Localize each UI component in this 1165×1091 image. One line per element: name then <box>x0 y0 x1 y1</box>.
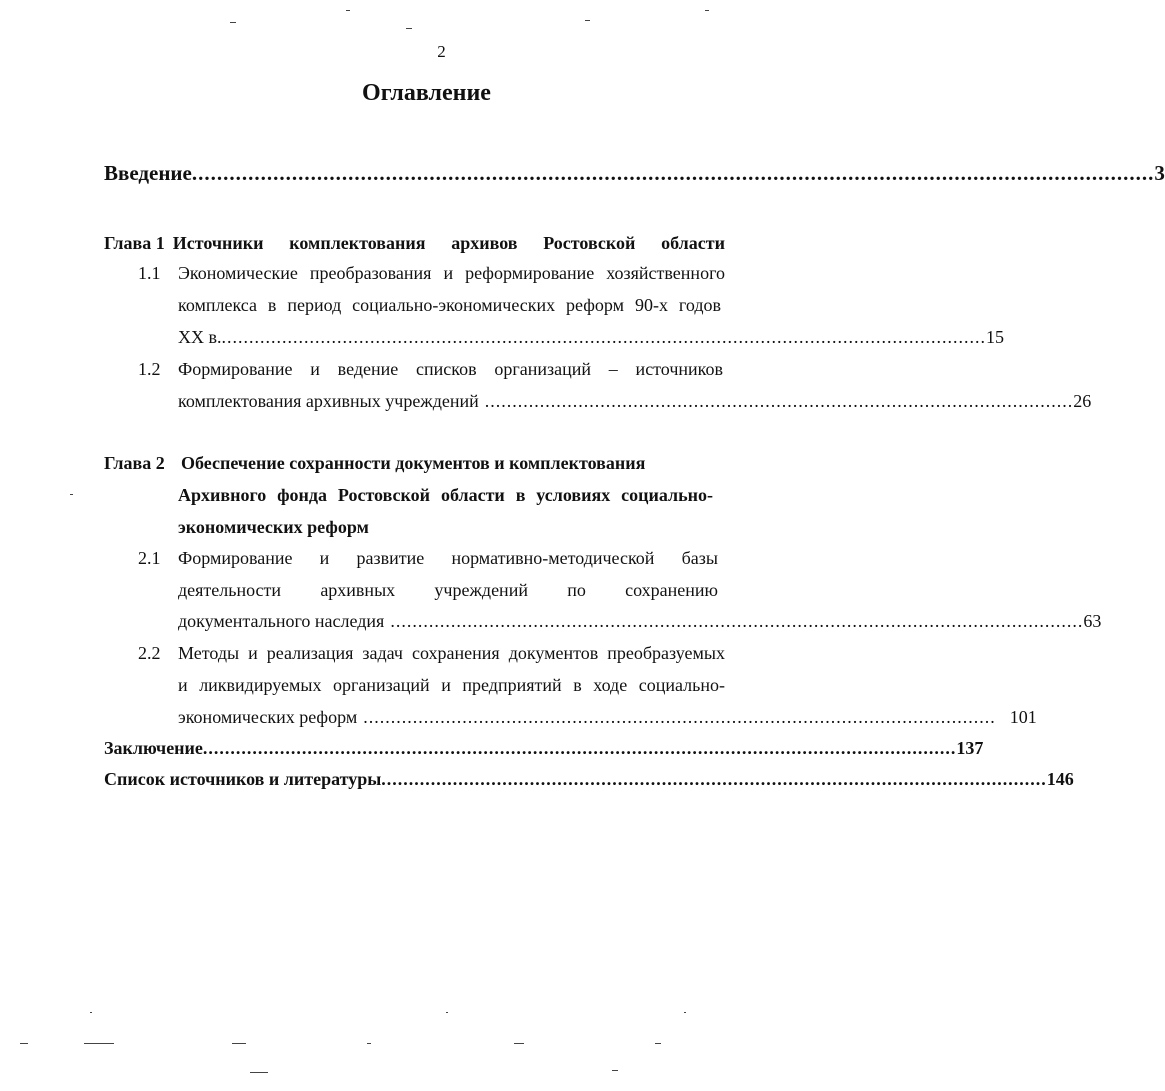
scan-artifact <box>84 1043 114 1044</box>
section-2-1-line2[interactable]: деятельности архивных учреждений по сохранению <box>178 580 718 600</box>
scan-artifact <box>232 1043 246 1044</box>
leader-dots: ......................................................................................................................................... <box>202 738 957 758</box>
intro-title: Введение <box>104 161 192 185</box>
section-1-1-line3-text: XX в. <box>178 327 222 347</box>
section-1-2-line2-text: комплектования архивных учреждений <box>178 391 479 411</box>
leader-dots: .............................................................................................................................. <box>390 611 1084 631</box>
section-1-2-page: 26 <box>1073 391 1092 411</box>
conclusion-title: Заключение <box>104 738 203 758</box>
section-2-1-line3[interactable] <box>178 608 1102 634</box>
section-2-1-line1[interactable]: Формирование и развитие нормативно-методической базы <box>178 548 718 568</box>
section-2-1-page: 63 <box>1083 611 1102 631</box>
scan-artifact <box>406 28 412 29</box>
chapter2-title-line3[interactable]: экономических реформ <box>178 517 369 537</box>
section-2-1-number: 2.1 <box>138 548 161 568</box>
intro-page: 3 <box>1154 161 1165 185</box>
scan-artifact <box>585 20 590 21</box>
section-2-1-line3-text: документального наследия <box>178 611 385 631</box>
conclusion-page: 137 <box>956 738 984 758</box>
section-2-2-line1[interactable]: Методы и реализация задач сохранения документов преобразуемых <box>178 643 725 663</box>
section-1-2-number: 1.2 <box>138 359 161 379</box>
scan-artifact <box>612 1070 618 1071</box>
chapter1-title: Источники комплектования архивов Ростовской области <box>172 233 725 253</box>
toc-entry-intro[interactable] <box>104 158 1165 188</box>
leader-dots: ................................................................................................................... <box>363 707 996 727</box>
section-2-2-line3[interactable] <box>178 704 1037 730</box>
bibliography-title: Список источников и литературы <box>104 769 382 789</box>
section-1-1-line3[interactable] <box>178 324 1004 350</box>
chapter1-label: Глава 1 <box>104 233 165 253</box>
section-1-2-line2[interactable] <box>178 388 1092 414</box>
scan-artifact <box>655 1043 661 1044</box>
scan-artifact <box>70 494 73 495</box>
section-1-2-line1[interactable]: Формирование и ведение списков организаций – источников <box>178 359 723 379</box>
leader-dots: ........................................................................................................... <box>484 391 1074 411</box>
scan-artifact <box>446 1012 448 1013</box>
scan-artifact <box>684 1012 686 1013</box>
section-2-2-page: 101 <box>1009 707 1037 727</box>
scan-artifact <box>346 10 350 11</box>
leader-dots: ........................................................................................................................................... <box>221 327 986 347</box>
leader-dots: ......................................................................................................................... <box>381 769 1047 789</box>
scan-artifact <box>20 1043 28 1044</box>
section-2-2-line3-text: экономических реформ <box>178 707 358 727</box>
scan-artifact <box>230 22 236 23</box>
scan-artifact <box>367 1043 371 1044</box>
chapter2-title-line2[interactable]: Архивного фонда Ростовской области в условиях социально- <box>178 485 713 505</box>
scan-artifact <box>514 1043 524 1044</box>
toc-heading: Оглавление <box>362 80 491 106</box>
section-1-1-line2[interactable]: комплекса в период социально-экономических реформ 90-х годов <box>178 295 721 315</box>
section-1-1-number: 1.1 <box>138 263 161 283</box>
bibliography-page: 146 <box>1046 769 1074 789</box>
section-1-1-line1[interactable]: Экономические преобразования и реформирование хозяйственного <box>178 263 725 283</box>
chapter2-label[interactable]: Глава 2 <box>104 453 165 473</box>
chapter2-title-line1[interactable]: Обеспечение сохранности документов и комплектования <box>181 453 646 473</box>
toc-entry-bibliography[interactable] <box>104 766 1074 792</box>
scan-artifact <box>705 10 709 11</box>
scan-artifact <box>250 1072 268 1073</box>
section-2-2-number: 2.2 <box>138 643 161 663</box>
chapter1-heading[interactable] <box>104 230 725 256</box>
section-2-2-line2[interactable]: и ликвидируемых организаций и предприятий в ходе социально- <box>178 675 725 695</box>
toc-entry-conclusion[interactable] <box>104 735 984 761</box>
scan-artifact <box>90 1012 92 1013</box>
section-1-1-page: 15 <box>986 327 1004 347</box>
page-number: 2 <box>437 42 446 61</box>
leader-dots: .......................................................................................................................................................... <box>191 161 1155 185</box>
